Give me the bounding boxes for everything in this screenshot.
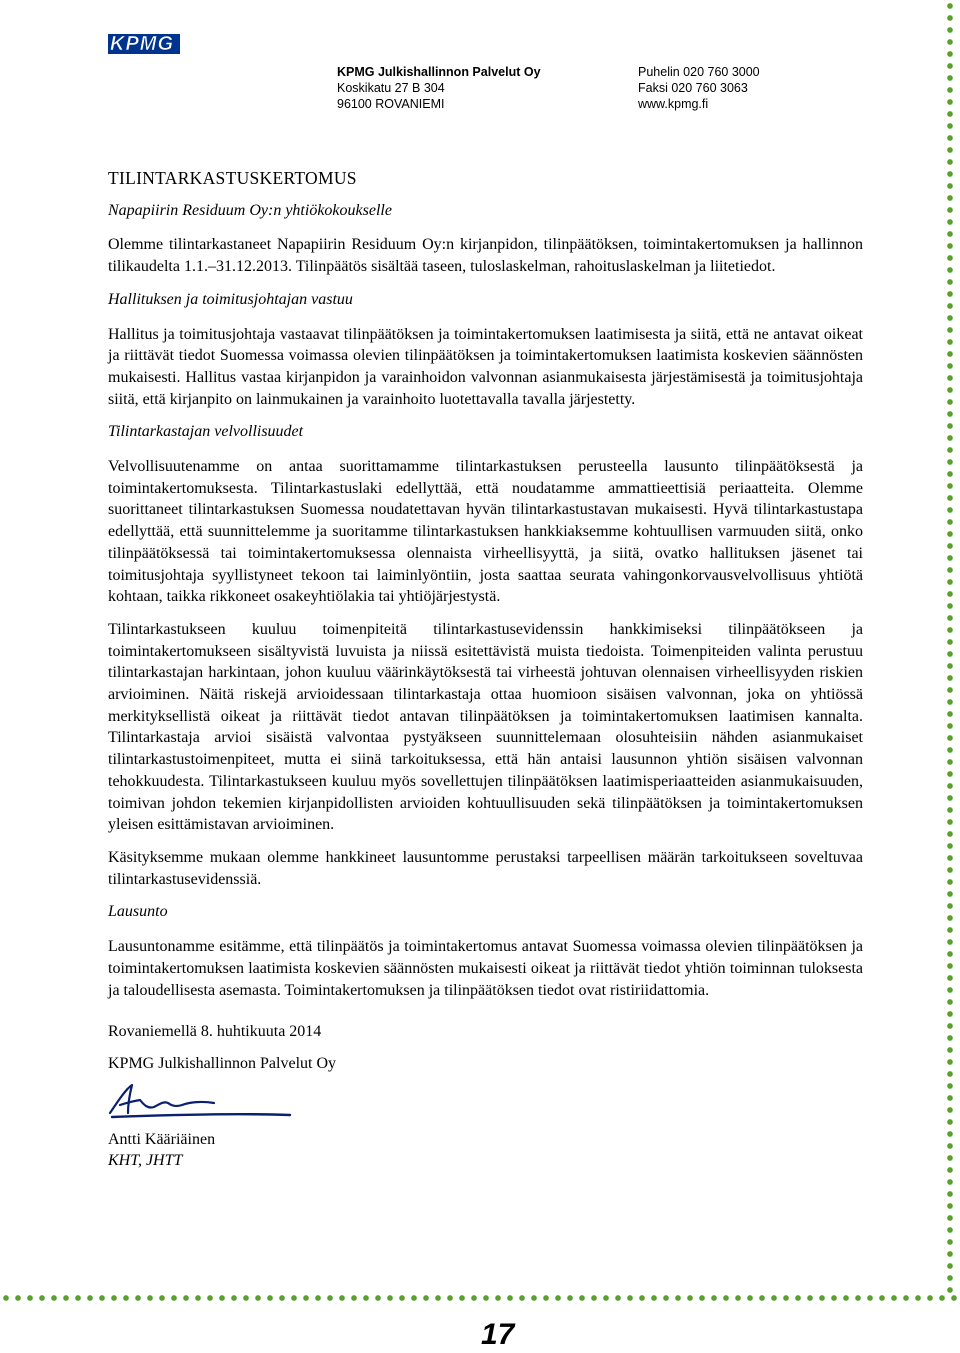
fax-number: Faksi 020 760 3063	[638, 81, 748, 95]
report-body	[108, 168, 863, 1172]
street-address: Koskikatu 27 B 304	[337, 81, 445, 95]
section-heading-opinion: Lausunto	[108, 903, 168, 921]
signature-icon	[106, 1079, 306, 1125]
signer-name: Antti Kääriäinen	[108, 1130, 216, 1148]
board-responsibility-paragraph: Hallitus ja toimitusjohtaja vastaavat tilinpäätöksen ja toimintakertomuksen laatimisesta ja siitä, että ne antavat oikeat ja riittävät tiedot Suomessa voimassa olevien tilinpäätöksen ja toimintakertomuksen laatimista koskevien säännösten mukaisesti. Hallitus vastaa kirjanpidon ja varainhoidon valvonnan asianmukaisesta järjestämisestä ja toimitusjohtaja siitä, että kirjanpito on lainmukainen ja varainhoito luotettavalla tavalla järjestetty.	[108, 325, 863, 408]
company-address	[337, 64, 541, 112]
report-subtitle: Napapiirin Residuum Oy:n yhtiökokoukselle	[108, 201, 392, 219]
section-heading-board-responsibility: Hallituksen ja toimitusjohtajan vastuu	[108, 290, 353, 308]
section-heading-auditor-duties: Tilintarkastajan velvollisuudet	[108, 423, 304, 441]
website: www.kpmg.fi	[638, 97, 709, 111]
opinion-paragraph: Lausuntonamme esitämme, että tilinpäätös ja toimintakertomus antavat Suomessa voimassa olevien tilinpäätöksen ja toimintakertomuksen laatimista koskevien säännösten mukaisesti oikeat ja riittävät tiedot yhtiön toiminnan tuloksesta ja taloudellisesta asemasta. Toimintakertomuksen ja tilinpäätöksen tiedot ovat ristiriidattomia.	[108, 938, 863, 999]
company-contact	[638, 64, 760, 112]
green-dot-border-right	[944, 0, 956, 1295]
auditor-duties-paragraph-1: Velvollisuutenamme on antaa suorittamamme tilintarkastuksen perusteella lausunto tilinpäätöksestä ja toimintakertomuksesta. Tilintarkastuslaki edellyttää, että noudatamme ammattieettisiä periaatteita. Olemme suorittaneet tilintarkastuksen Suomessa noudatettavan hyvän tilintarkastustavan mukaisesti. Hyvä tilintarkastustapa edellyttää, että suunnittelemme ja suoritamme tilintarkastuksen hankkiaksemme kohtuullisen varmuuden siitä, onko tilinpäätöksessä tai toimintakertomuksessa olennaista virheellisyyttä, ja siitä, ovatko hallituksen jäsenet tai toimitusjohtaja syyllistyneet tekoon tai laiminlyöntiin, josta saattaa seurata vahingonkorvausvelvollisuus yhtiötä kohtaan, taikka rikkoneet osakeyhtiölakia tai yhtiöjärjestystä.	[108, 458, 863, 606]
green-dot-border-bottom	[0, 1292, 960, 1304]
report-title: TILINTARKASTUSKERTOMUS	[108, 168, 357, 188]
auditor-duties-paragraph-3: Käsityksemme mukaan olemme hankkineet lausuntomme perustaksi tarpeellisen määrän tarkoitukseen soveltuvaa tilintarkastusevidenssiä.	[108, 848, 863, 888]
intro-paragraph: Olemme tilintarkastaneet Napapiirin Residuum Oy:n kirjanpidon, tilinpäätöksen, toimintakertomuksen ja hallinnon tilikaudelta 1.1.–31.12.2013. Tilinpäätös sisältää taseen, tuloslaskelman, rahoituslaskelman ja liitetiedot.	[108, 236, 863, 276]
logo-text: KPMG	[110, 33, 174, 55]
place-and-date: Rovaniemellä 8. huhtikuuta 2014	[108, 1023, 322, 1041]
auditor-duties-paragraph-2: Tilintarkastukseen kuuluu toimenpiteitä tilintarkastusevidenssin hankkimiseksi tilinpäätökseen ja toimintakertomukseen sisältyvistä luvuista ja niissä esitettävistä muista tiedoista. Toimenpiteiden valinta perustuu tilintarkastajan harkintaan, johon kuuluu väärinkäytöksestä tai virheestä johtuvan olennaisen virheellisyyden riskien arvioiminen. Näitä riskejä arvioidessaan tilintarkastaja ottaa huomioon sisäisen valvonnan, joka on yhtiössä merkityksellistä oikeat ja riittävät tiedot antavan tilinpäätöksen ja toimintakertomuksen laatimisen kannalta. Tilintarkastaja arvioi sisäistä valvontaa pystyäkseen suunnittelemaan olosuhteisiin nähden asianmukaiset tilintarkastustoimenpiteet, mutta ei siinä tarkoituksessa, että hän antaisi lausunnon yhtiön sisäisen valvonnan tehokkuudesta. Tilintarkastukseen kuuluu myös sovellettujen tilinpäätöksen laatimisperiaatteiden asianmukaisuuden, toimivan johdon tekemien kirjanpidollisten arvioiden kohtuullisuuden sekä tilinpäätöksen ja toimintakertomuksen yleisen esittämistavan arvioiminen.	[108, 620, 863, 834]
signing-firm: KPMG Julkishallinnon Palvelut Oy	[108, 1054, 337, 1072]
signer-title: KHT, JHTT	[108, 1152, 183, 1170]
company-name: KPMG Julkishallinnon Palvelut Oy	[337, 65, 541, 79]
postal-city: 96100 ROVANIEMI	[337, 97, 445, 111]
page-number: 17	[481, 1318, 515, 1351]
phone-number: Puhelin 020 760 3000	[638, 65, 760, 79]
